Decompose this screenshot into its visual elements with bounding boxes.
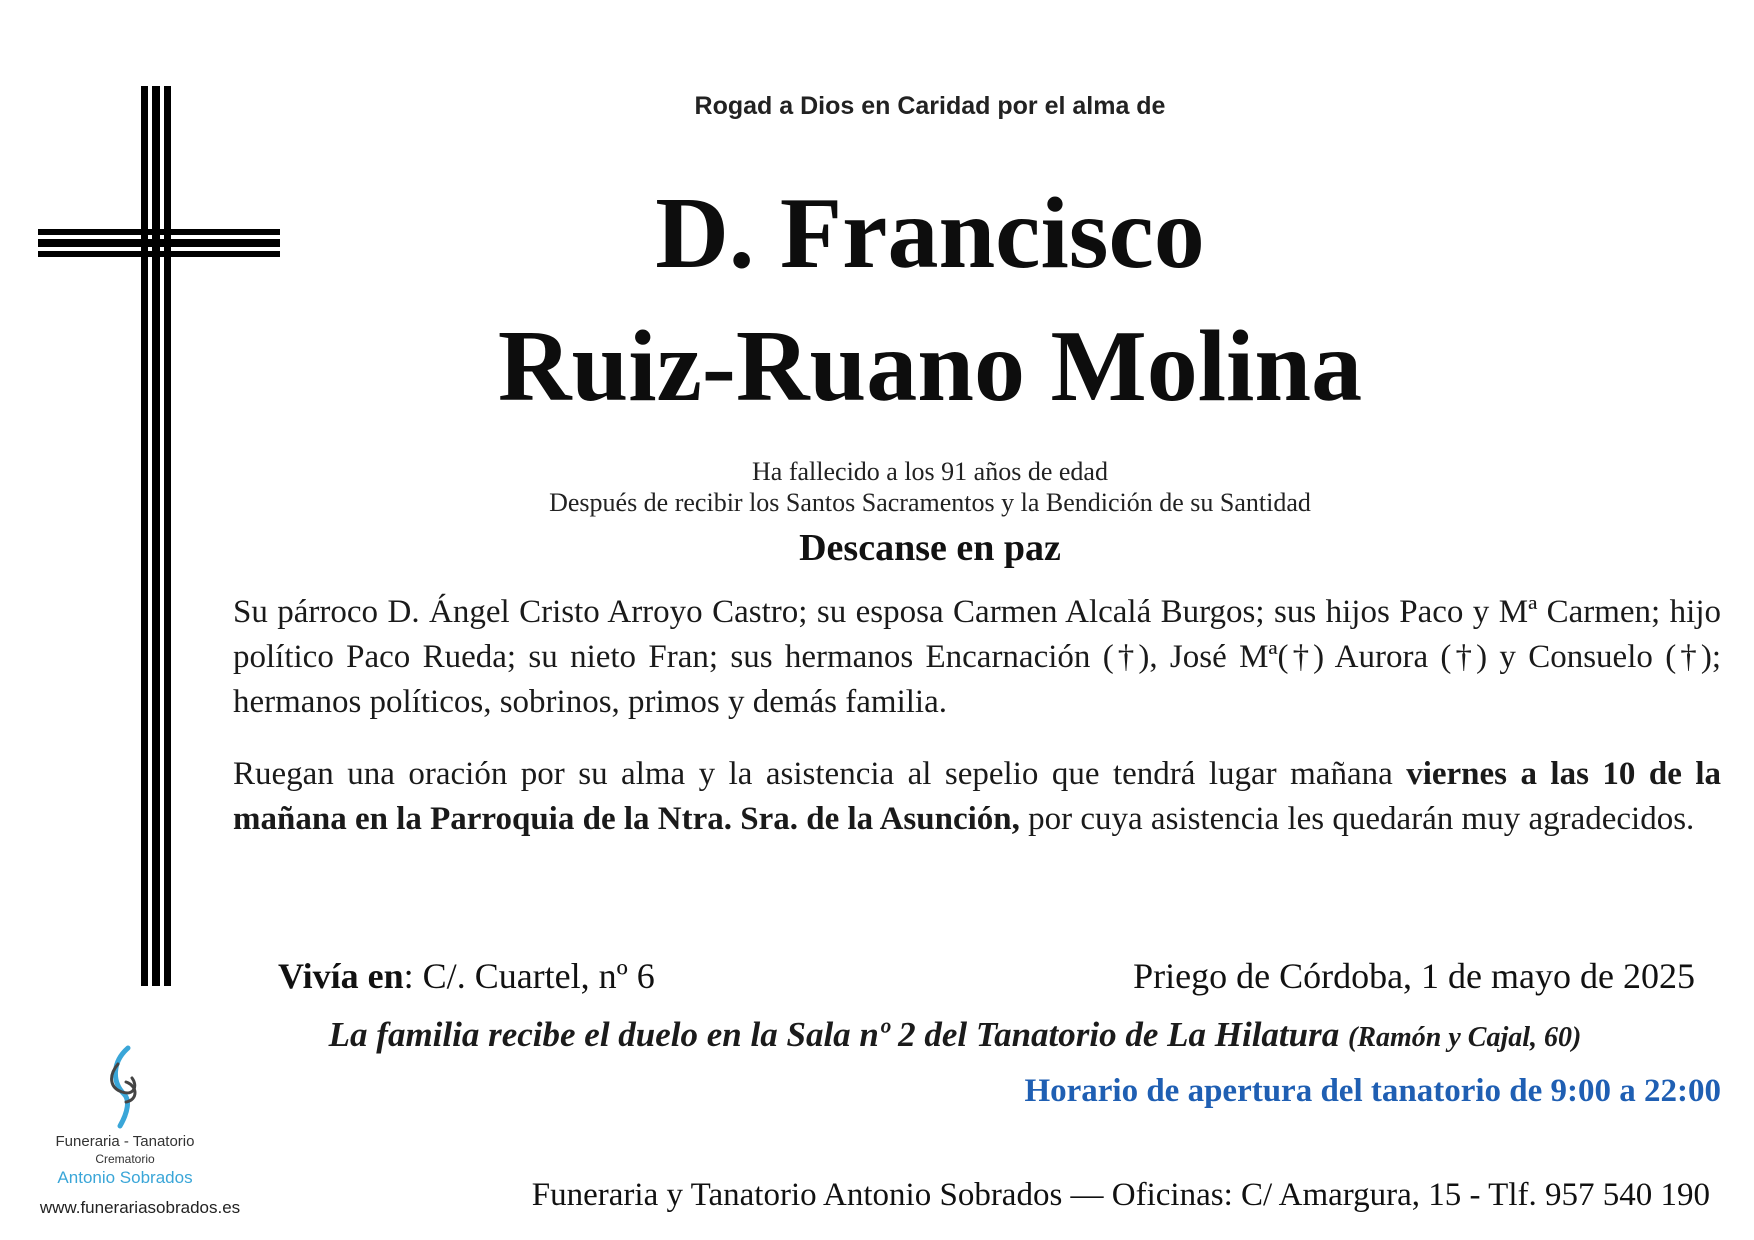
vigil-text: La familia recibe el duelo en la Sala nº 2 del Tanatorio de La Hilatura [328, 1015, 1348, 1054]
rest-in-peace: Descanse en paz [799, 527, 1061, 569]
logo-url[interactable]: www.funerariasobrados.es [39, 1198, 241, 1217]
logo-line2: Crematorio [95, 1152, 155, 1166]
residence-address: : C/. Cuartel, nº 6 [403, 956, 655, 996]
deceased-name-line2: Ruiz-Ruano Molina [497, 310, 1363, 423]
logo-line3: Antonio Sobrados [57, 1168, 193, 1187]
footer-contact: Funeraria y Tanatorio Antonio Sobrados — Oficinas: C/ Amargura, 15 - Tlf. 957 540 190 [531, 1177, 1710, 1213]
sacraments-line: Después de recibir los Santos Sacramentos y la Bendición de su Santidad [549, 488, 1311, 517]
place-date: Priego de Córdoba, 1 de mayo de 2025 [1133, 956, 1695, 996]
cross-icon [141, 86, 171, 986]
age-line: Ha fallecido a los 91 años de edad [752, 457, 1108, 486]
funeral-paragraph [233, 752, 1721, 842]
opening-hours: Horario de apertura del tanatorio de 9:00 a 22:00 [1024, 1073, 1721, 1109]
cross-crossbar [38, 229, 280, 257]
deceased-name-line1: D. Francisco [655, 177, 1205, 290]
funeral-intro: Ruegan una oración por su alma y la asistencia al sepelio que tendrá lugar mañana [233, 756, 1407, 792]
vigil-address: (Ramón y Cajal, 60) [1348, 1022, 1582, 1053]
funeral-outro: por cuya asistencia les quedarán muy agradecidos. [1019, 801, 1695, 837]
logo-line1: Funeraria - Tanatorio [55, 1133, 195, 1150]
prayer-header: Rogad a Dios en Caridad por el alma de [694, 92, 1166, 120]
funeraria-logo-icon [98, 1042, 148, 1130]
residence [278, 955, 655, 997]
residence-label: Vivía en [278, 956, 404, 996]
family-paragraph: Su párroco D. Ángel Cristo Arroyo Castro; su esposa Carmen Alcalá Burgos; sus hijos Paco y Mª Carmen; hijo político Paco Rueda; su nieto Fran; sus hermanos Encarnación (†), José Mª(†) Aurora (†) y Consuelo (†); hermanos políticos, sobrinos, primos y demás familia. [233, 594, 1721, 720]
vigil-line [210, 1015, 1700, 1055]
funeral-highlight: viernes a las 10 de la mañana en la Parroquia de la Ntra. Sra. de la Asunción, [233, 756, 1721, 837]
